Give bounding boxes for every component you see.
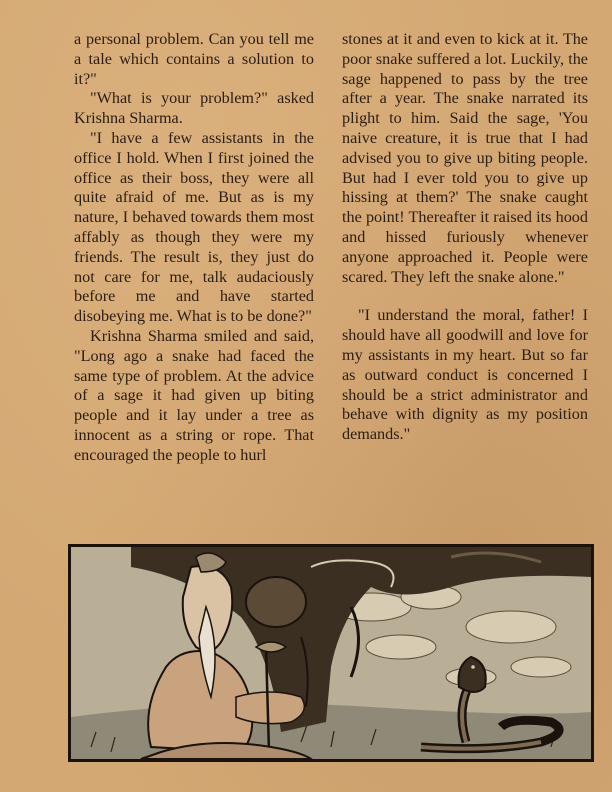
sage-and-cobra-drawing	[71, 547, 591, 759]
left-text-column	[74, 30, 314, 466]
paragraph: Krishna Sharma smiled and said, "Long ago a snake had faced the same type of problem. At the advice of a sage it had given up biting people and it lay under a tree as innocent as a string or rope. That encouraged the people to hurl	[74, 326, 314, 464]
paragraph: stones at it and even to kick at it. The poor snake suffered a lot. Luckily, the sage happened to pass by the tree after a year. The snake narrated its plight to him. Said the sage, 'You naive creature, it is true that I had advised you to give up biting people. But had I ever told you to give up hissing at them?' The snake caught the point! Thereafter it raised its hood and hissed furiously whenever anyone approached it. People were scared. They left the snake alone."	[342, 30, 588, 286]
paragraph: "I understand the moral, father! I should have all goodwill and love for my assistants in my heart. But so far as outward conduct is concerned I should be a strict administrator and behave with dignity as my position demands."	[342, 306, 588, 444]
paragraph: a personal problem. Can you tell me a tale which contains a solution to it?"	[74, 30, 314, 88]
right-text-column	[342, 30, 588, 445]
story-illustration	[68, 544, 594, 762]
paragraph: "I have a few assistants in the office I hold. When I first joined the office as their boss, they were all quite afraid of me. But as is my nature, I behaved towards them most affably as though they were my friends. The result is, they just do not care for me, talk audaciously before me and have started disobeying me. What is to be done?"	[74, 128, 314, 326]
paragraph: "What is your problem?" asked Krishna Sharma.	[74, 89, 314, 128]
